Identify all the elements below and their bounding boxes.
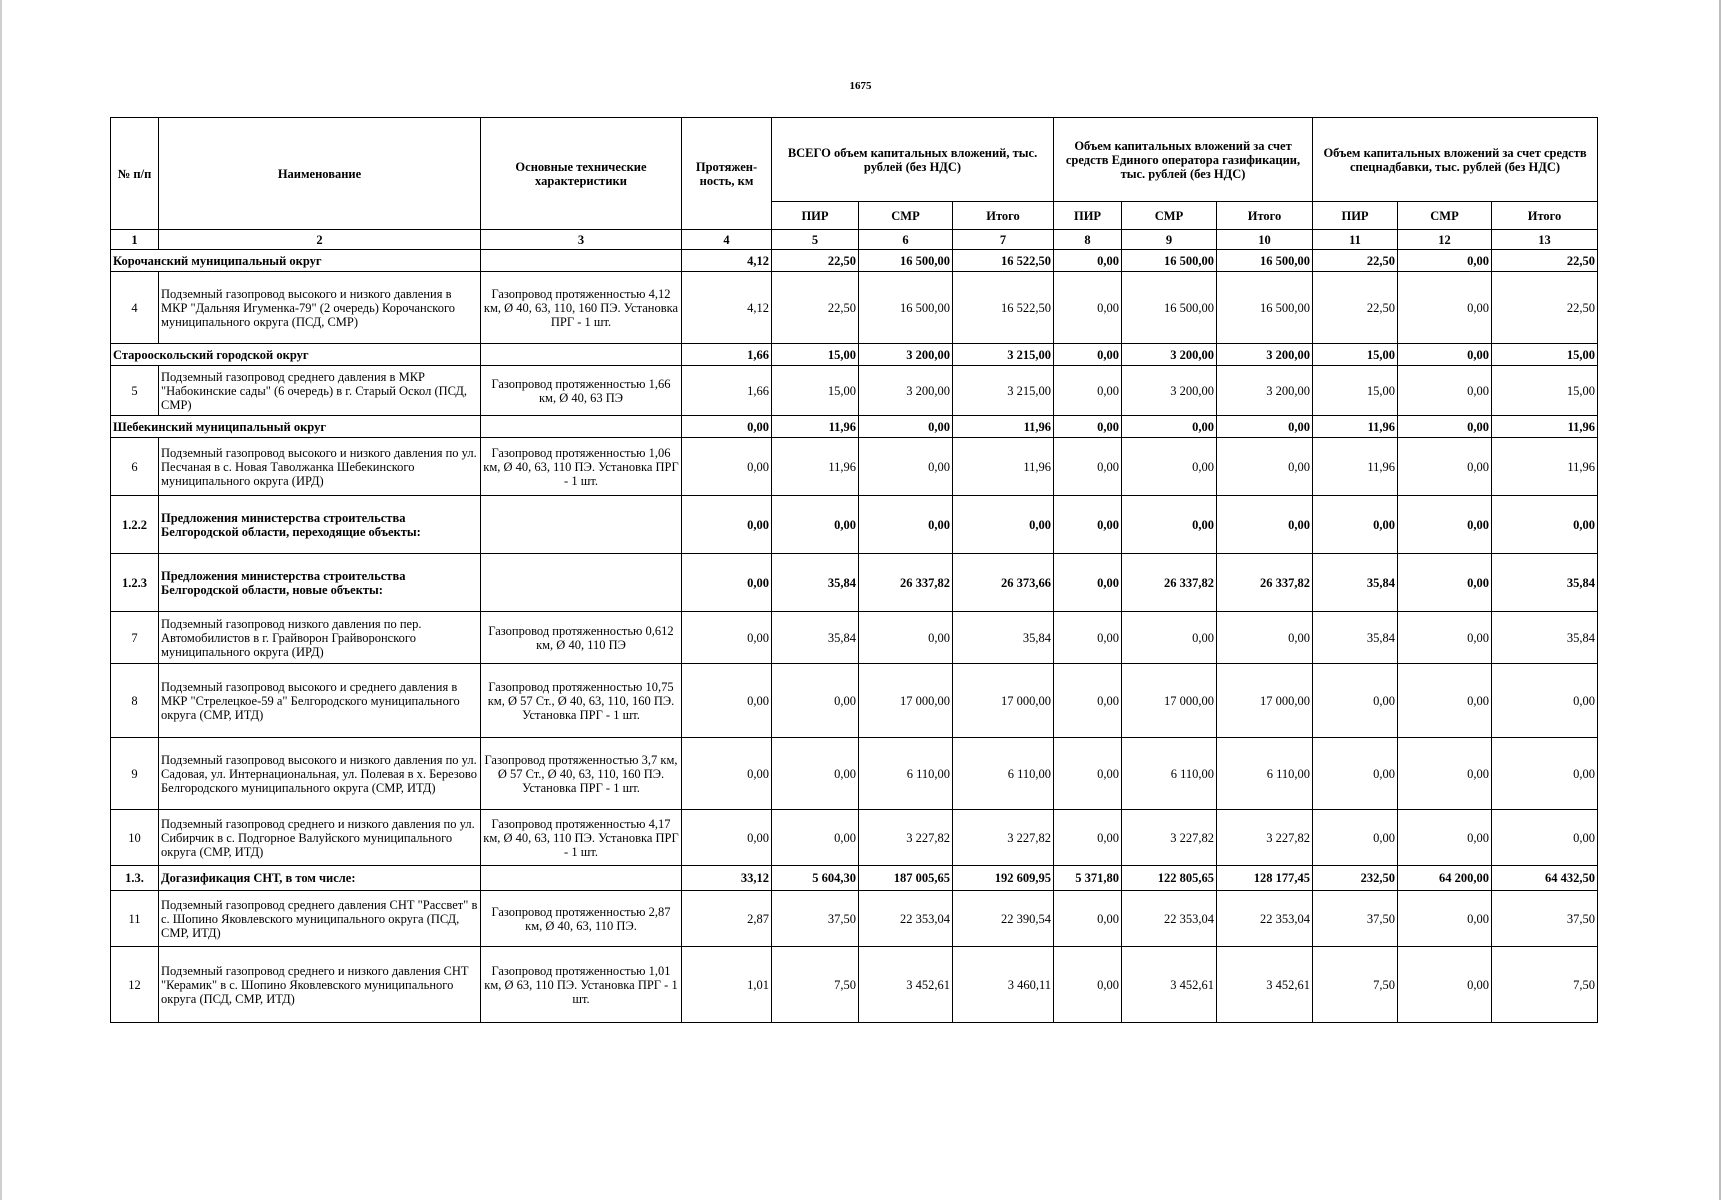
row-name: Подземный газопровод высокого и среднего давления в МКР "Стрелецкое-59 а" Белгородского муниципального округа (СМР, ИТД) [159, 664, 481, 738]
value-cell: 16 500,00 [1122, 250, 1217, 272]
tech-cell: Газопровод протяженностью 4,17 км, Ø 40, 63, 110 ПЭ. Установка ПРГ - 1 шт. [481, 810, 682, 866]
value-cell: 1,66 [682, 366, 772, 416]
value-cell: 0,00 [772, 664, 859, 738]
value-cell: 0,00 [1054, 947, 1122, 1023]
value-cell: 37,50 [772, 891, 859, 947]
value-cell: 3 452,61 [1217, 947, 1313, 1023]
value-cell: 16 522,50 [953, 272, 1054, 344]
value-cell: 0,00 [1122, 438, 1217, 496]
header-name: Наименование [159, 118, 481, 230]
row-name: Подземный газопровод высокого и низкого давления в МКР "Дальняя Игуменка-79" (2 очередь) Корочанского муниципального округа (ПСД, СМР) [159, 272, 481, 344]
value-cell: 3 200,00 [1217, 344, 1313, 366]
row-name: Подземный газопровод низкого давления по пер. Автомобилистов в г. Грайворон Грайворонского муниципального округа (ИРД) [159, 612, 481, 664]
tech-cell: Газопровод протяженностью 10,75 км, Ø 57 Ст., Ø 40, 63, 110, 160 ПЭ. Установка ПРГ - 1 шт. [481, 664, 682, 738]
value-cell: 5 604,30 [772, 866, 859, 891]
column-number-cell: 8 [1054, 230, 1122, 250]
page-number: 1675 [849, 80, 872, 92]
value-cell: 0,00 [1398, 664, 1492, 738]
value-cell: 15,00 [1492, 344, 1598, 366]
value-cell: 0,00 [1398, 947, 1492, 1023]
row-number: 7 [111, 612, 159, 664]
value-cell: 37,50 [1492, 891, 1598, 947]
value-cell: 0,00 [1398, 496, 1492, 554]
district-row [111, 344, 1598, 366]
value-cell: 0,00 [682, 496, 772, 554]
value-cell: 0,00 [1398, 612, 1492, 664]
value-cell: 7,50 [1313, 947, 1398, 1023]
value-cell: 64 200,00 [1398, 866, 1492, 891]
column-number-cell: 1 [111, 230, 159, 250]
row-name: Предложения министерства строительства Белгородской области, переходящие объекты: [159, 496, 481, 554]
value-cell: 0,00 [1217, 496, 1313, 554]
value-cell: 17 000,00 [1217, 664, 1313, 738]
table-row [111, 438, 1598, 496]
value-cell: 3 227,82 [1217, 810, 1313, 866]
value-cell: 16 500,00 [1217, 250, 1313, 272]
value-cell: 0,00 [859, 612, 953, 664]
section-row [111, 496, 1598, 554]
value-cell: 0,00 [772, 738, 859, 810]
value-cell: 26 337,82 [859, 554, 953, 612]
tech-cell: Газопровод протяженностью 0,612 км, Ø 40, 110 ПЭ [481, 612, 682, 664]
table-row [111, 947, 1598, 1023]
value-cell: 3 227,82 [1122, 810, 1217, 866]
value-cell: 0,00 [772, 810, 859, 866]
value-cell: 22,50 [1492, 250, 1598, 272]
value-cell: 3 460,11 [953, 947, 1054, 1023]
value-cell: 1,66 [682, 344, 772, 366]
subheader-cell: СМР [859, 202, 953, 230]
column-number-cell: 7 [953, 230, 1054, 250]
value-cell: 0,00 [1398, 738, 1492, 810]
value-cell: 0,00 [953, 496, 1054, 554]
value-cell: 122 805,65 [1122, 866, 1217, 891]
column-number-cell: 10 [1217, 230, 1313, 250]
table-row [111, 612, 1598, 664]
value-cell: 22,50 [772, 272, 859, 344]
row-number: 1.2.3 [111, 554, 159, 612]
value-cell: 7,50 [1492, 947, 1598, 1023]
value-cell: 5 371,80 [1054, 866, 1122, 891]
value-cell: 4,12 [682, 272, 772, 344]
table-row [111, 366, 1598, 416]
value-cell: 22 353,04 [1217, 891, 1313, 947]
value-cell: 0,00 [1054, 738, 1122, 810]
value-cell: 11,96 [1313, 438, 1398, 496]
header-special-group: Объем капитальных вложений за счет средств спецнадбавки, тыс. рублей (без НДС) [1313, 118, 1598, 202]
value-cell: 0,00 [1217, 612, 1313, 664]
value-cell: 26 373,66 [953, 554, 1054, 612]
value-cell: 192 609,95 [953, 866, 1054, 891]
value-cell: 3 200,00 [1122, 366, 1217, 416]
value-cell: 35,84 [1313, 554, 1398, 612]
value-cell: 0,00 [682, 438, 772, 496]
value-cell: 16 500,00 [1217, 272, 1313, 344]
value-cell: 0,00 [682, 612, 772, 664]
value-cell: 3 227,82 [953, 810, 1054, 866]
value-cell: 37,50 [1313, 891, 1398, 947]
district-row [111, 416, 1598, 438]
value-cell: 0,00 [1054, 250, 1122, 272]
value-cell: 0,00 [682, 554, 772, 612]
section-row [111, 554, 1598, 612]
value-cell: 0,00 [1313, 738, 1398, 810]
value-cell: 0,00 [1398, 891, 1492, 947]
column-number-cell: 2 [159, 230, 481, 250]
district-name: Шебекинский муниципальный округ [111, 416, 481, 438]
value-cell: 2,87 [682, 891, 772, 947]
value-cell: 0,00 [1054, 891, 1122, 947]
header-length: Протяжен-ность, км [682, 118, 772, 230]
value-cell: 0,00 [1054, 810, 1122, 866]
value-cell: 11,96 [1492, 438, 1598, 496]
value-cell: 33,12 [682, 866, 772, 891]
value-cell: 11,96 [953, 438, 1054, 496]
value-cell: 0,00 [1054, 612, 1122, 664]
value-cell: 22,50 [1313, 250, 1398, 272]
subheader-cell: Итого [1492, 202, 1598, 230]
value-cell: 0,00 [682, 664, 772, 738]
column-number-cell: 13 [1492, 230, 1598, 250]
column-number-cell: 6 [859, 230, 953, 250]
value-cell: 0,00 [1398, 366, 1492, 416]
header-total-group: ВСЕГО объем капитальных вложений, тыс. рублей (без НДС) [772, 118, 1054, 202]
tech-cell: Газопровод протяженностью 1,01 км, Ø 63, 110 ПЭ. Установка ПРГ - 1 шт. [481, 947, 682, 1023]
value-cell: 0,00 [682, 416, 772, 438]
value-cell: 3 227,82 [859, 810, 953, 866]
value-cell: 22,50 [1492, 272, 1598, 344]
row-number: 9 [111, 738, 159, 810]
value-cell: 35,84 [1313, 612, 1398, 664]
value-cell: 16 500,00 [1122, 272, 1217, 344]
value-cell: 3 200,00 [859, 344, 953, 366]
column-number-cell: 3 [481, 230, 682, 250]
tech-cell: Газопровод протяженностью 4,12 км, Ø 40, 63, 110, 160 ПЭ. Установка ПРГ - 1 шт. [481, 272, 682, 344]
value-cell: 0,00 [1313, 810, 1398, 866]
value-cell: 0,00 [1122, 496, 1217, 554]
value-cell: 35,84 [772, 612, 859, 664]
value-cell: 232,50 [1313, 866, 1398, 891]
value-cell: 0,00 [1398, 810, 1492, 866]
value-cell: 0,00 [1054, 416, 1122, 438]
value-cell: 17 000,00 [859, 664, 953, 738]
row-number: 5 [111, 366, 159, 416]
row-name: Подземный газопровод высокого и низкого давления по ул. Песчаная в с. Новая Таволжанка Шебекинского муниципального округа (ИРД) [159, 438, 481, 496]
table-row [111, 738, 1598, 810]
value-cell: 0,00 [1398, 272, 1492, 344]
value-cell: 15,00 [1313, 344, 1398, 366]
column-number-cell: 9 [1122, 230, 1217, 250]
value-cell: 0,00 [1217, 438, 1313, 496]
row-name: Подземный газопровод среднего и низкого давления СНТ "Керамик" в с. Шопино Яковлевского муниципального округа (ПСД, СМР, ИТД) [159, 947, 481, 1023]
value-cell: 7,50 [772, 947, 859, 1023]
tech-cell [481, 554, 682, 612]
district-row [111, 250, 1598, 272]
table-row [111, 664, 1598, 738]
row-number: 12 [111, 947, 159, 1023]
row-number: 1.2.2 [111, 496, 159, 554]
row-name: Подземный газопровод высокого и низкого давления по ул. Садовая, ул. Интернациональная, ул. Полевая в х. Березово Белгородского муниципального округа (СМР, ИТД) [159, 738, 481, 810]
value-cell: 11,96 [953, 416, 1054, 438]
value-cell: 11,96 [1313, 416, 1398, 438]
value-cell: 15,00 [772, 344, 859, 366]
value-cell: 0,00 [1054, 344, 1122, 366]
tech-cell [481, 416, 682, 438]
district-name: Корочанский муниципальный округ [111, 250, 481, 272]
value-cell: 11,96 [1492, 416, 1598, 438]
value-cell: 0,00 [1492, 738, 1598, 810]
value-cell: 0,00 [1492, 664, 1598, 738]
value-cell: 0,00 [1492, 496, 1598, 554]
row-number: 4 [111, 272, 159, 344]
value-cell: 35,84 [772, 554, 859, 612]
value-cell: 128 177,45 [1217, 866, 1313, 891]
value-cell: 0,00 [682, 738, 772, 810]
value-cell: 0,00 [1217, 416, 1313, 438]
header-num: № п/п [111, 118, 159, 230]
value-cell: 22,50 [1313, 272, 1398, 344]
value-cell: 6 110,00 [1217, 738, 1313, 810]
tech-cell [481, 344, 682, 366]
tech-cell: Газопровод протяженностью 3,7 км, Ø 57 Ст., Ø 40, 63, 110, 160 ПЭ. Установка ПРГ - 1 шт. [481, 738, 682, 810]
value-cell: 3 452,61 [859, 947, 953, 1023]
value-cell: 0,00 [682, 810, 772, 866]
value-cell: 3 215,00 [953, 366, 1054, 416]
value-cell: 3 200,00 [859, 366, 953, 416]
value-cell: 0,00 [1492, 810, 1598, 866]
value-cell: 6 110,00 [859, 738, 953, 810]
value-cell: 1,01 [682, 947, 772, 1023]
value-cell: 17 000,00 [953, 664, 1054, 738]
value-cell: 3 452,61 [1122, 947, 1217, 1023]
value-cell: 4,12 [682, 250, 772, 272]
row-number: 1.3. [111, 866, 159, 891]
tech-cell [481, 496, 682, 554]
value-cell: 26 337,82 [1217, 554, 1313, 612]
column-number-cell: 12 [1398, 230, 1492, 250]
value-cell: 15,00 [772, 366, 859, 416]
value-cell: 16 500,00 [859, 250, 953, 272]
table-row [111, 272, 1598, 344]
value-cell: 0,00 [1313, 664, 1398, 738]
value-cell: 64 432,50 [1492, 866, 1598, 891]
value-cell: 22 353,04 [1122, 891, 1217, 947]
table-body [111, 250, 1598, 1023]
column-number-cell: 5 [772, 230, 859, 250]
row-number: 6 [111, 438, 159, 496]
row-name: Подземный газопровод среднего и низкого давления по ул. Сибирчик в с. Подгорное Валуйского муниципального округа (СМР, ИТД) [159, 810, 481, 866]
value-cell: 3 200,00 [1122, 344, 1217, 366]
scan-edge-left [0, 0, 2, 1200]
subheader-cell: СМР [1398, 202, 1492, 230]
value-cell: 0,00 [859, 438, 953, 496]
value-cell: 0,00 [859, 496, 953, 554]
value-cell: 22 390,54 [953, 891, 1054, 947]
capital-investment-table [110, 117, 1598, 1023]
row-name: Подземный газопровод среднего давления в МКР "Набокинские сады" (6 очередь) в г. Старый Оскол (ПСД, СМР) [159, 366, 481, 416]
subheader-cell: Итого [953, 202, 1054, 230]
value-cell: 0,00 [1122, 416, 1217, 438]
table-row [111, 810, 1598, 866]
value-cell: 0,00 [1398, 344, 1492, 366]
value-cell: 11,96 [772, 438, 859, 496]
value-cell: 0,00 [1054, 272, 1122, 344]
value-cell: 0,00 [1054, 366, 1122, 416]
section-row [111, 866, 1598, 891]
header-operator-group: Объем капитальных вложений за счет средств Единого оператора газификации, тыс. рублей (без НДС) [1054, 118, 1313, 202]
tech-cell: Газопровод протяженностью 1,06 км, Ø 40, 63, 110 ПЭ. Установка ПРГ - 1 шт. [481, 438, 682, 496]
value-cell: 35,84 [1492, 554, 1598, 612]
row-name: Предложения министерства строительства Белгородской области, новые объекты: [159, 554, 481, 612]
value-cell: 22 353,04 [859, 891, 953, 947]
value-cell: 6 110,00 [953, 738, 1054, 810]
column-number-cell: 4 [682, 230, 772, 250]
tech-cell [481, 250, 682, 272]
value-cell: 0,00 [1122, 612, 1217, 664]
value-cell: 0,00 [1398, 438, 1492, 496]
value-cell: 16 522,50 [953, 250, 1054, 272]
subheader-cell: Итого [1217, 202, 1313, 230]
row-number: 11 [111, 891, 159, 947]
subheader-cell: СМР [1122, 202, 1217, 230]
row-number: 10 [111, 810, 159, 866]
value-cell: 35,84 [953, 612, 1054, 664]
value-cell: 0,00 [1398, 554, 1492, 612]
value-cell: 3 200,00 [1217, 366, 1313, 416]
subheader-cell: ПИР [1054, 202, 1122, 230]
value-cell: 22,50 [772, 250, 859, 272]
value-cell: 17 000,00 [1122, 664, 1217, 738]
value-cell: 11,96 [772, 416, 859, 438]
row-number: 8 [111, 664, 159, 738]
column-number-cell: 11 [1313, 230, 1398, 250]
row-name: Подземный газопровод среднего давления СНТ "Рассвет" в с. Шопино Яковлевского муниципального округа (ПСД, СМР, ИТД) [159, 891, 481, 947]
value-cell: 16 500,00 [859, 272, 953, 344]
table-row [111, 891, 1598, 947]
value-cell: 0,00 [772, 496, 859, 554]
value-cell: 0,00 [1054, 438, 1122, 496]
value-cell: 0,00 [1313, 496, 1398, 554]
value-cell: 0,00 [1054, 496, 1122, 554]
value-cell: 3 215,00 [953, 344, 1054, 366]
value-cell: 15,00 [1492, 366, 1598, 416]
value-cell: 35,84 [1492, 612, 1598, 664]
value-cell: 6 110,00 [1122, 738, 1217, 810]
value-cell: 26 337,82 [1122, 554, 1217, 612]
district-name: Старооскольский городской округ [111, 344, 481, 366]
tech-cell: Газопровод протяженностью 2,87 км, Ø 40, 63, 110 ПЭ. [481, 891, 682, 947]
value-cell: 187 005,65 [859, 866, 953, 891]
header-tech: Основные технические характеристики [481, 118, 682, 230]
row-name: Догазификация СНТ, в том числе: [159, 866, 481, 891]
tech-cell: Газопровод протяженностью 1,66 км, Ø 40, 63 ПЭ [481, 366, 682, 416]
subheader-cell: ПИР [1313, 202, 1398, 230]
tech-cell [481, 866, 682, 891]
value-cell: 0,00 [1054, 554, 1122, 612]
value-cell: 0,00 [1398, 416, 1492, 438]
value-cell: 0,00 [1398, 250, 1492, 272]
subheader-cell: ПИР [772, 202, 859, 230]
value-cell: 0,00 [1054, 664, 1122, 738]
value-cell: 15,00 [1313, 366, 1398, 416]
value-cell: 0,00 [859, 416, 953, 438]
